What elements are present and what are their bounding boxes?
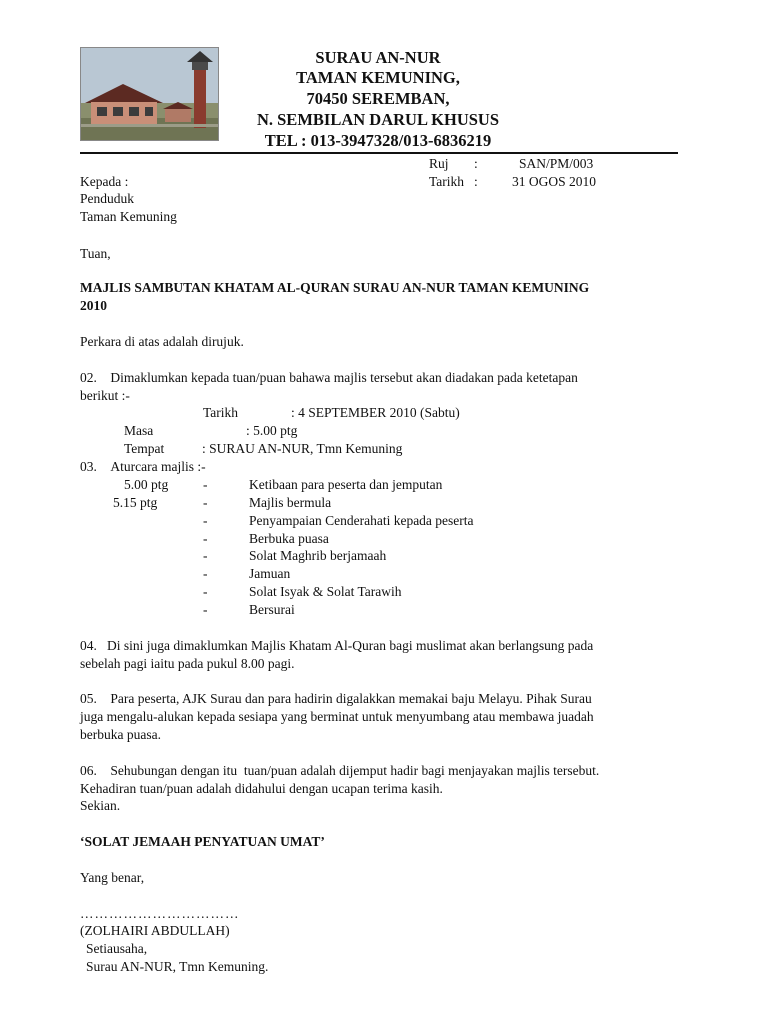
- agenda-item: Ketibaan para peserta dan jemputan: [249, 477, 443, 492]
- detail-tempat-value: : SURAU AN-NUR, Tmn Kemuning: [202, 441, 403, 456]
- agenda-dash: -: [203, 584, 208, 599]
- agenda-dash: -: [203, 602, 208, 617]
- agenda-dash: -: [203, 548, 208, 563]
- agenda-time: 5.15 ptg: [113, 495, 158, 510]
- signatory-name: (ZOLHAIRI ABDULLAH): [80, 923, 230, 938]
- ruj-separator: :: [474, 156, 478, 171]
- agenda-dash: -: [203, 531, 208, 546]
- signatory-title: Setiausaha,: [86, 941, 148, 956]
- para-02-line-1: 02. Dimaklumkan kepada tuan/puan bahawa majlis tersebut akan diadakan pada ketetapan: [80, 370, 578, 385]
- agenda-item: Berbuka puasa: [249, 531, 329, 546]
- agenda-dash: -: [203, 495, 208, 510]
- header-telephone: TEL : 013-3947328/013-6836219: [264, 131, 492, 150]
- subject-line-2: 2010: [80, 298, 107, 313]
- header-postcode: 70450 SEREMBAN,: [306, 89, 450, 108]
- header-divider: [80, 152, 678, 154]
- para-05-line-3: berbuka puasa.: [80, 727, 161, 742]
- para-06-line-3: Sekian.: [80, 798, 121, 813]
- subject-line-1: MAJLIS SAMBUTAN KHATAM AL-QURAN SURAU AN-NUR TAMAN KEMUNING: [80, 280, 590, 295]
- para-05-line-2: juga mengalu-alukan kepada sesiapa yang berminat untuk menyumbang atau membawa juadah: [80, 709, 594, 724]
- agenda-dash: -: [203, 566, 208, 581]
- salutation: Tuan,: [80, 246, 111, 261]
- ruj-value: SAN/PM/003: [519, 156, 594, 171]
- tarikh-value: 31 OGOS 2010: [512, 174, 597, 189]
- header-state: N. SEMBILAN DARUL KHUSUS: [256, 110, 500, 129]
- kepada-label: Kepada :: [80, 174, 129, 189]
- para-06-line-2: Kehadiran tuan/puan adalah didahului dengan ucapan terima kasih.: [80, 781, 443, 796]
- header-taman: TAMAN KEMUNING,: [296, 68, 460, 87]
- recipient-line-2: Taman Kemuning: [80, 209, 177, 224]
- agenda-dash: -: [203, 513, 208, 528]
- detail-tempat-label: Tempat: [124, 441, 165, 456]
- motto: ‘SOLAT JEMAAH PENYATUAN UMAT’: [80, 834, 325, 849]
- detail-masa-value: : 5.00 ptg: [246, 423, 298, 438]
- agenda-item: Solat Maghrib berjamaah: [249, 548, 387, 563]
- tarikh-label: Tarikh: [429, 174, 465, 189]
- para-05-line-1: 05. Para peserta, AJK Surau dan para hadirin digalakkan memakai baju Melayu. Pihak Surau: [80, 691, 592, 706]
- perkara-text: Perkara di atas adalah dirujuk.: [80, 334, 244, 349]
- agenda-item: Penyampaian Cenderahati kepada peserta: [249, 513, 474, 528]
- header-surau-name: SURAU AN-NUR: [315, 48, 441, 67]
- agenda-dash: -: [203, 477, 208, 492]
- para-04-line-1: 04. Di sini juga dimaklumkan Majlis Khatam Al-Quran bagi muslimat akan berlangsung pada: [80, 638, 594, 653]
- detail-tarikh-label: Tarikh: [203, 405, 239, 420]
- recipient-line-1: Penduduk: [80, 191, 134, 206]
- para-04-line-2: sebelah pagi iaitu pada pukul 8.00 pagi.: [80, 656, 295, 671]
- agenda-item: Solat Isyak & Solat Tarawih: [249, 584, 402, 599]
- agenda-item: Bersurai: [249, 602, 295, 617]
- signatory-organisation: Surau AN-NUR, Tmn Kemuning.: [86, 959, 269, 974]
- agenda-item: Majlis bermula: [249, 495, 332, 510]
- para-06-line-1: 06. Sehubungan dengan itu tuan/puan adalah dijemput hadir bagi menjayakan majlis tersebut.: [80, 763, 600, 778]
- para-03-heading: 03. Aturcara majlis :-: [80, 459, 206, 474]
- signature-line: ……………………………: [80, 906, 240, 921]
- tarikh-separator: :: [474, 174, 478, 189]
- detail-tarikh-value: : 4 SEPTEMBER 2010 (Sabtu): [291, 405, 460, 420]
- closing: Yang benar,: [80, 870, 145, 885]
- ruj-label: Ruj: [429, 156, 449, 171]
- para-02-line-2: berikut :-: [80, 388, 130, 403]
- detail-masa-label: Masa: [124, 423, 154, 438]
- agenda-time: 5.00 ptg: [124, 477, 169, 492]
- agenda-item: Jamuan: [249, 566, 291, 581]
